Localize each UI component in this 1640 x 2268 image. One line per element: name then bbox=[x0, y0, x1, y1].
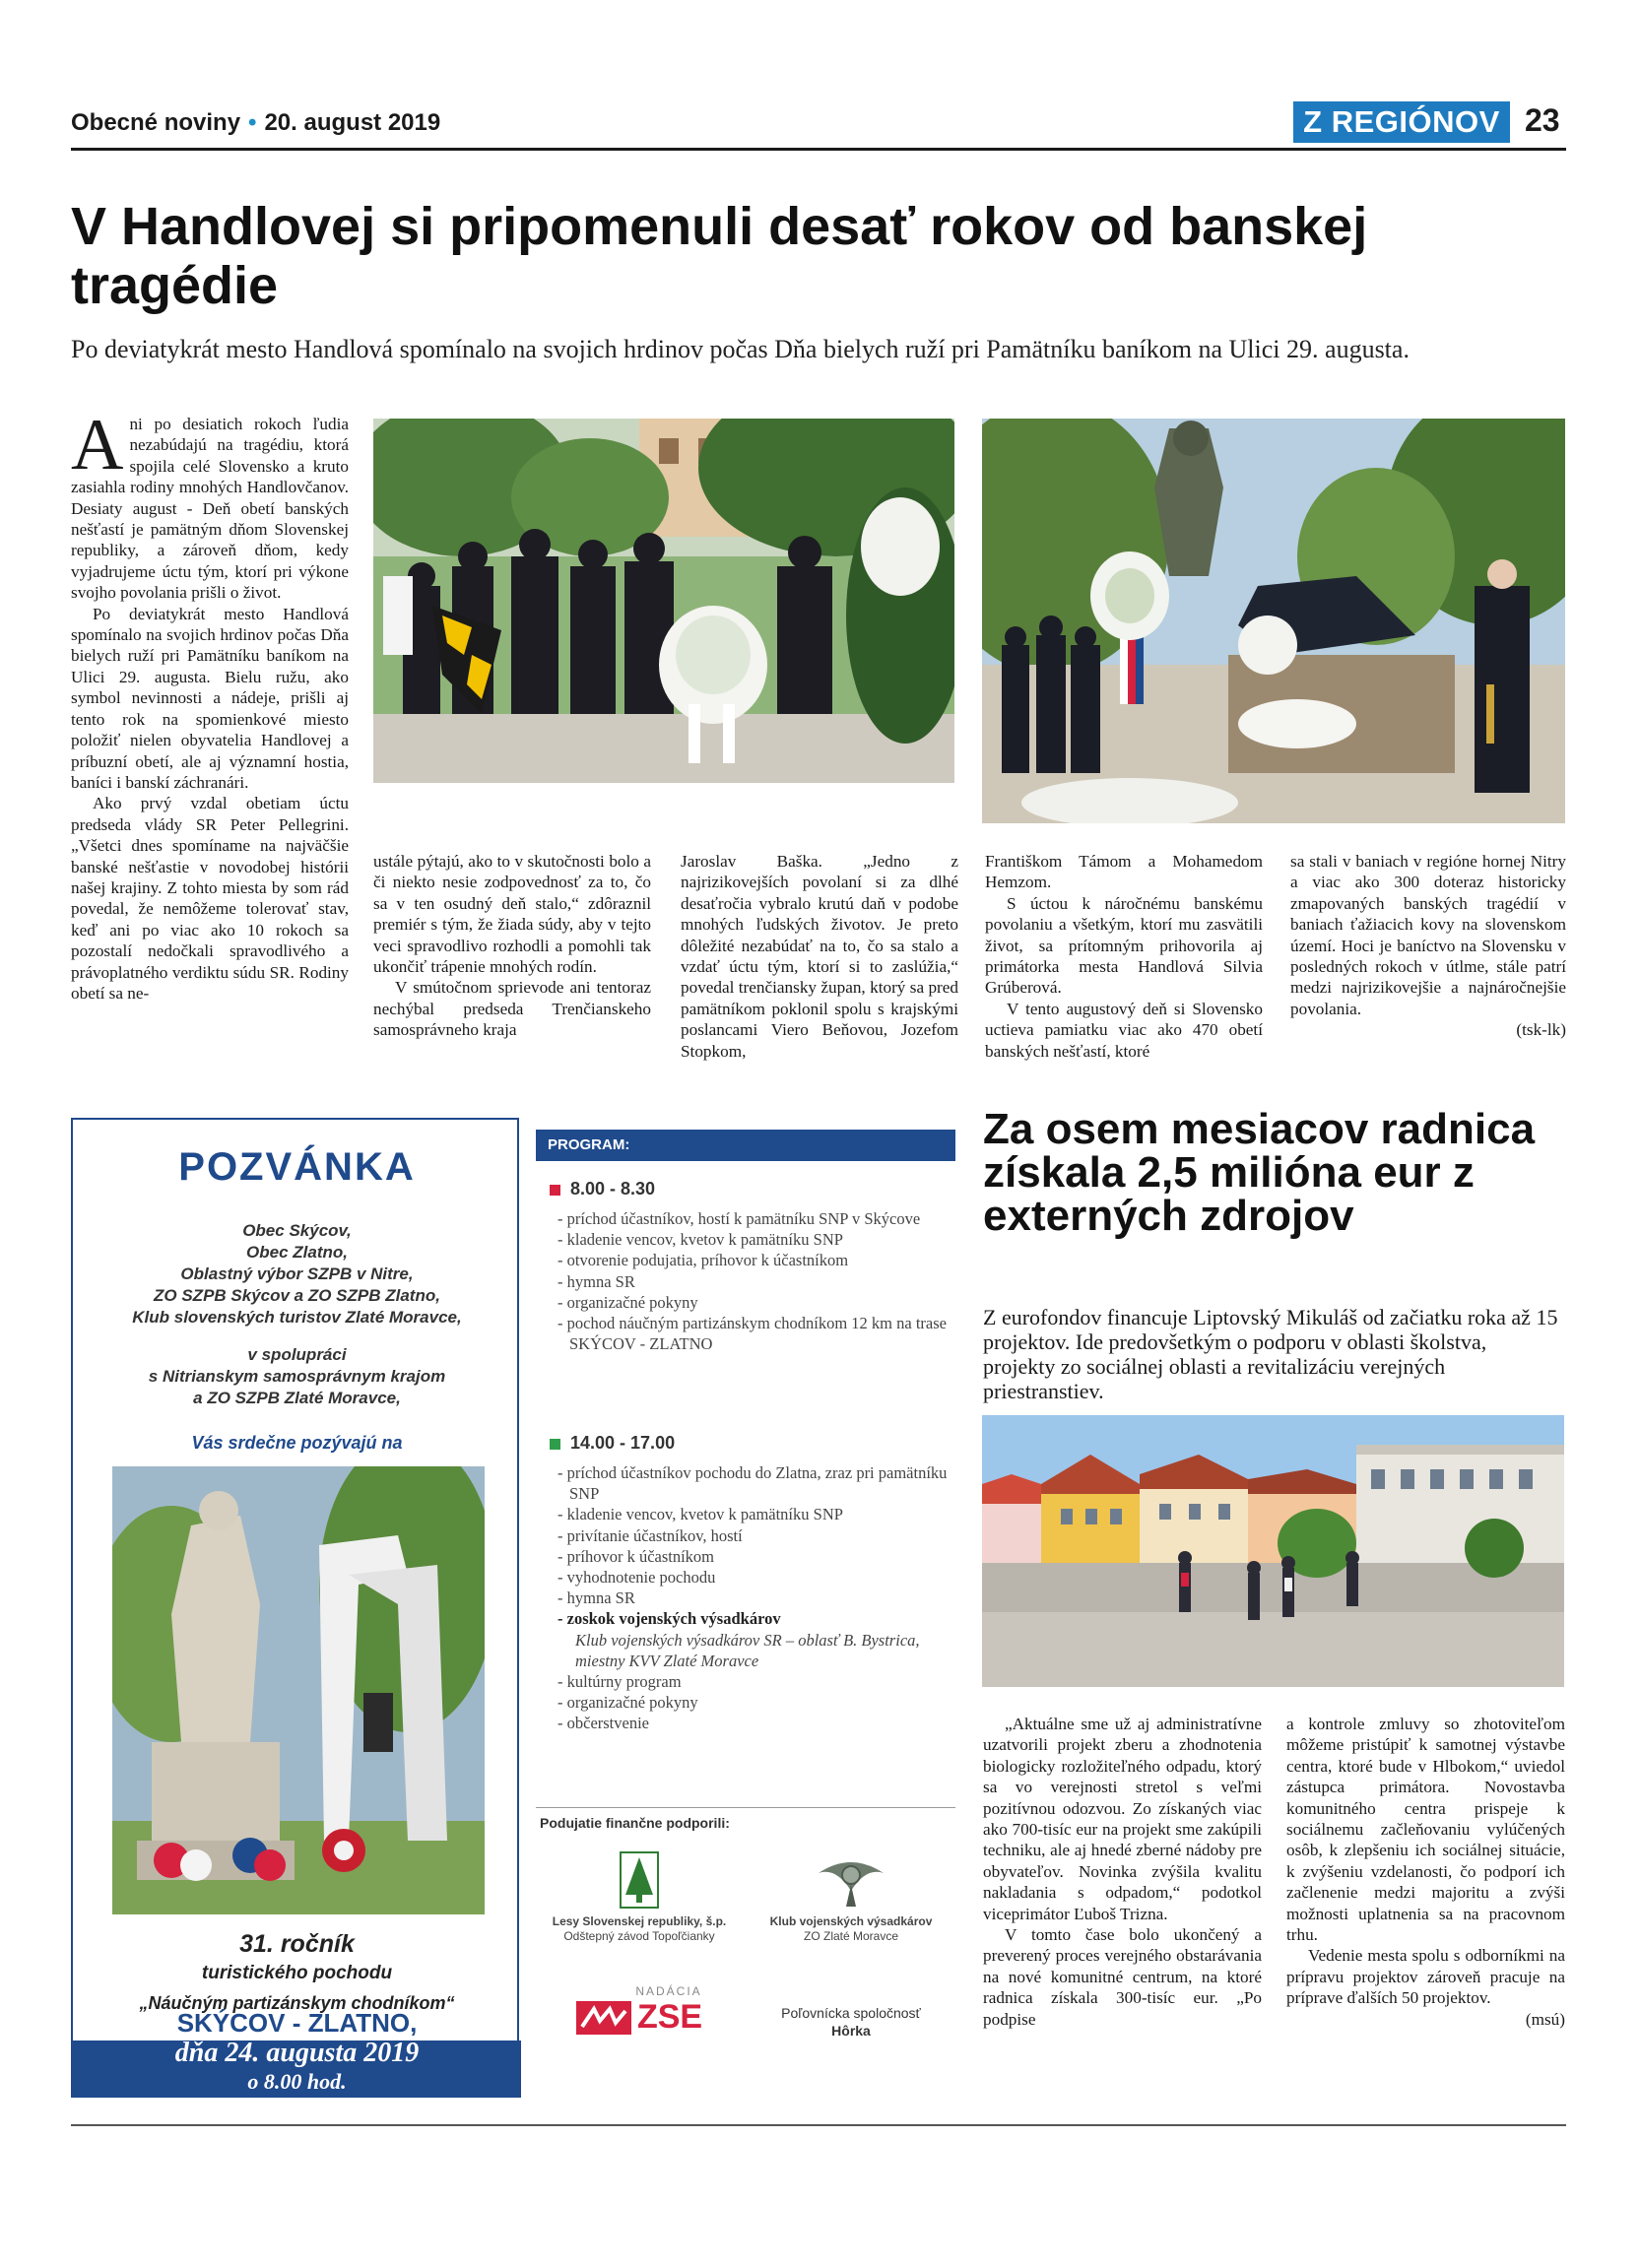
program-item: - kladenie vencov, kvetov k pamätníku SNP bbox=[558, 1230, 843, 1250]
memorial-photo bbox=[982, 419, 1565, 823]
program-item: - hymna SR bbox=[558, 1271, 635, 1291]
publication-name: Obecné noviny bbox=[71, 109, 241, 136]
program-item: - organizačné pokyny bbox=[558, 1292, 698, 1312]
time-line: o 8.00 hod. bbox=[247, 2069, 347, 2094]
date-line: dňa 24. augusta 2019 bbox=[174, 2038, 420, 2068]
page-number: 23 bbox=[1525, 102, 1560, 138]
program-item: - zoskok vojenských výsadkárov bbox=[558, 1609, 781, 1629]
ad-right-panel bbox=[536, 1118, 955, 2098]
edition-line: turistického pochodu bbox=[201, 1963, 393, 1983]
article2-lead: Z eurofondov financuje Liptovský Mikuláš od začiatku roka až 15 projektov. Ide predovšetkým o podporu v oblasti školstva, projekty zo sociálnej oblasti a revitalizáciu verejných priestranstiev. bbox=[983, 1305, 1558, 1403]
article1-column-3 bbox=[681, 851, 958, 1062]
sponsor-small-text: NADÁCIA bbox=[635, 1984, 702, 1998]
article1-paragraph: sa stali v baniach v regióne hornej Nitry a viac ako 300 doteraz historicky zmapovaných banských tragédií v baniach ťažiacich kovy na slovenskom území. Hoci je baníctvo na Slovensku v posledných rokoch v útlme, stále patrí medzi najrizikovejšie a najnáročnejšie povolania. bbox=[1290, 852, 1566, 1018]
monuments-photo bbox=[112, 1466, 485, 1914]
page-header-left bbox=[71, 109, 440, 137]
program-item: - pochod náučným partizánskym chodníkom 12 km na trase SKÝCOV - ZLATNO bbox=[558, 1314, 947, 1354]
organizer-line: Obec Zlatno, bbox=[246, 1243, 348, 1262]
sponsor-line: Hôrka bbox=[831, 2023, 871, 2039]
cooperation-line: a ZO SZPB Zlaté Moravce, bbox=[193, 1389, 401, 1407]
sponsor-kvv bbox=[757, 1851, 945, 1944]
program-subitem: Klub vojenských výsadkárov SR – oblasť B. Bystrica, miestny KVV Zlaté Moravce bbox=[575, 1630, 920, 1670]
organizer-line: Klub slovenských turistov Zlaté Moravce, bbox=[132, 1308, 462, 1327]
article1-paragraph: Po deviatykrát mesto Handlová spomínalo na svojich hrdinov počas Dňa bielych ruží pri Pamätníku baníkom na Ulici 29. augusta. Bielu ružu, ako symbol nevinnosti a nádeje, prišli aj tento rok na spomienkové miesto položiť nielen obyvatelia Handlovej a príbuzní obetí, ale aj významní hostia, baníci i banskí záchranári. bbox=[71, 604, 349, 792]
slot-time: 8.00 - 8.30 bbox=[570, 1179, 656, 1199]
paragraph-text: ni po desiatich rokoch ľudia nezabúdajú na tragédiu, ktorá spojila celé Slovensko a kruto zasiahla rodiny mnohých Handlovčanov. Desiaty august - Deň obetí banských nešťastí je pamätným dňom Slovenskej republiky, a zároveň dňom, kedy vyjadrujeme úctu tým, ktorí pri výkone svojho povolania prišli o život. bbox=[71, 415, 349, 603]
article1-paragraph: S úctou k náročnému banskému povolaniu a všetkým, ktorí mu zasvätili život, sa prítomným prihovorila aj primátorka mesta Handlová Silvia Grúberová. bbox=[985, 893, 1263, 998]
article1-headline: V Handlovej si pripomenuli desať rokov od banskej tragédie bbox=[71, 197, 1368, 315]
article1-column-2 bbox=[373, 851, 651, 1041]
program-item: - hymna SR bbox=[558, 1588, 635, 1608]
program-header: PROGRAM: bbox=[536, 1130, 955, 1161]
ad-route: SKÝCOV - ZLATNO, bbox=[176, 2008, 418, 2038]
paratrooper-badge-icon bbox=[817, 1851, 886, 1909]
article1-signature: (tsk-lk) bbox=[1516, 1020, 1566, 1040]
ad-date bbox=[73, 2038, 521, 2095]
article1-paragraph: Ako prvý vzdal obetiam úctu predseda vlády SR Peter Pellegrini. „Všetci dnes spomíname na najväčšie banské nešťastie v novodobej histórii našej krajiny. Z tohto miesta by som rád povedal, že nemôžeme tolerovať stav, keď ani po viac ako 10 rokoch sa pozostalí nedočkali spravodlivého a právoplatného verdiktu súdu SR. Rodiny obetí sa ne- bbox=[71, 794, 349, 1003]
program-item: - príchod účastníkov, hostí k pamätníku SNP v Skýcove bbox=[558, 1209, 921, 1228]
program-item: - kultúrny program bbox=[558, 1672, 682, 1692]
program-item: - príhovor k účastníkom bbox=[558, 1546, 715, 1566]
sponsor-lesy-sr bbox=[546, 1851, 733, 1944]
article1-paragraph bbox=[71, 414, 349, 604]
article2-paragraph: a kontrole zmluvy so zhotoviteľom môžeme pristúpiť k samotnej výstavbe centra, ktoré bude v Hlbokom,“ uviedol zástupca primátora. Novostavba komunitného centra prispeje k sociálnemu začleňovaniu vylúčených osôb, k zlepšeniu ich sociálnej situácie, k zvýšeniu vzdelanosti, čo podporí ich začlenenie medzi majoritu a zvýši možnosti uplatnenia sa na pracovnom trhu. bbox=[1286, 1715, 1565, 1945]
sponsor-line: Lesy Slovenskej republiky, š.p. bbox=[552, 1914, 727, 1928]
program-item: - občerstvenie bbox=[558, 1714, 649, 1733]
sponsor-line: Poľovnícka spoločnosť bbox=[781, 2005, 921, 2021]
sponsor-line: Klub vojenských výsadkárov bbox=[769, 1914, 933, 1928]
program-slot-2 bbox=[550, 1433, 675, 1454]
green-square-icon bbox=[550, 1439, 560, 1450]
ceremony-photo bbox=[373, 419, 954, 783]
article1-paragraph: Františkom Támom a Mohamedom Hemzom. bbox=[985, 852, 1263, 892]
organizer-line: Obec Skýcov, bbox=[242, 1221, 352, 1240]
ad-title: POZVÁNKA bbox=[178, 1145, 416, 1189]
article2-column-1 bbox=[983, 1714, 1262, 2030]
article2-signature: (msú) bbox=[1525, 2009, 1565, 2029]
ad-organizers bbox=[93, 1220, 501, 1328]
article1-column-5 bbox=[1290, 851, 1566, 1041]
ad-edition bbox=[83, 1929, 511, 2018]
edition-line: 31. ročník bbox=[239, 1930, 355, 1958]
article2-headline: Za osem mesiacov radnica získala 2,5 milióna eur z externých zdrojov bbox=[983, 1105, 1536, 1240]
article2-paragraph: V tomto čase bolo ukončený a preverený proces verejného obstarávania na nové komunitné centrum, na ktoré radnica získala 300-tisíc eur. „Po podpise bbox=[983, 1925, 1262, 2029]
red-square-icon bbox=[550, 1185, 560, 1196]
article1-paragraph: ustále pýtajú, ako to v skutočnosti bolo a či niekto nesie zodpovednosť za to, čo sa v ten osudný deň stalo,“ zdôraznil premiér s tým, že žiada súdy, aby v tejto veci spravodlivo rozhodli a pomohli tak ukončiť trápenie mnohých rodín. bbox=[373, 852, 651, 977]
program-item: - privítanie účastníkov, hostí bbox=[558, 1525, 743, 1545]
article1-column-1 bbox=[71, 414, 349, 1064]
program-item: - organizačné pokyny bbox=[558, 1693, 698, 1713]
drop-cap: A bbox=[71, 414, 124, 486]
article2-paragraph: „Aktuálne sme už aj administratívne uzatvorili projekt zberu a zhodnotenia biologicky rozložiteľného odpadu, ktorý sa vo verejnosti stretol s veľmi pozitívnou odozvou. Zo získaných viac ako 700-tisíc eur na projekt sme zakúpili techniku, ale aj hnedé zberné nádoby pre obyvateľov. Novinka zvýšila kvalitu nakladania s odpadom,“ podotkol viceprimátor Ľuboš Trizna. bbox=[983, 1715, 1262, 1923]
issue-date: 20. august 2019 bbox=[264, 109, 441, 136]
ad-left-panel bbox=[71, 1118, 519, 2098]
article2-paragraph: Vedenie mesta spolu s odborníkmi na prípravu projektov zároveň pracuje na príprave ďalších 50 projektov. bbox=[1286, 1946, 1565, 2008]
header-rule bbox=[71, 148, 1566, 151]
organizer-line: ZO SZPB Skýcov a ZO SZPB Zlatno, bbox=[154, 1286, 440, 1305]
invitation-ad bbox=[71, 1118, 955, 2098]
article1-paragraph: Jaroslav Baška. „Jedno z najrizikovejších povolaní si za dlhé desaťročia vybralo krutú daň v podobe mnohých ľudských životov. Je preto dôležité nezabúdať na to, čo sa stalo a vzdať úctu tým, ktorí si to zaslúžia,“ povedal trenčiansky župan, ktorý sa pred pamätníkom poklonil spolu s krajskými poslancami Viero Beňovou, Jozefom Stopkom, bbox=[681, 852, 958, 1061]
article2-column-2 bbox=[1286, 1714, 1565, 2030]
program-list-2 bbox=[558, 1462, 951, 1734]
cooperation-line: v spolupráci bbox=[247, 1345, 347, 1364]
program-item: - vyhodnotenie pochodu bbox=[558, 1568, 716, 1588]
sponsor-line: Odštepný závod Topoľčianky bbox=[563, 1929, 715, 1943]
program-list-1 bbox=[558, 1208, 951, 1354]
section-label: Z REGIÓNOV bbox=[1293, 101, 1510, 143]
ad-divider bbox=[536, 1807, 955, 1808]
sponsor-nadacia-zse bbox=[546, 1984, 733, 2037]
article1-column-4 bbox=[985, 851, 1263, 1062]
program-item: - otvorenie podujatia, príhovor k účastníkom bbox=[558, 1251, 849, 1270]
ad-invite-line: Vás srdečne pozývajú na bbox=[191, 1433, 403, 1453]
article1-paragraph: V tento augustový deň si Slovensko uctieva pamiatku viac ako 470 obetí banských nešťastí, ktoré bbox=[985, 999, 1263, 1061]
footer-rule bbox=[71, 2124, 1566, 2126]
sponsor-polovnicka bbox=[757, 2004, 945, 2040]
article1-lead: Po deviatykrát mesto Handlová spomínalo na svojich hrdinov počas Dňa bielych ruží pri Pamätníku baníkom na Ulici 29. augusta. bbox=[71, 335, 1410, 363]
edition-line: „Náučným partizánskym chodníkom“ bbox=[139, 1993, 455, 2013]
program-slot-1 bbox=[550, 1179, 655, 1199]
program-item: - kladenie vencov, kvetov k pamätníku SNP bbox=[558, 1505, 843, 1524]
organizer-line: Oblastný výbor SZPB v Nitre, bbox=[180, 1264, 414, 1283]
separator-dot: • bbox=[248, 109, 257, 136]
support-label: Podujatie finančne podporili: bbox=[540, 1815, 730, 1831]
article1-paragraph: V smútočnom sprievode ani tentoraz nechýbal predseda Trenčianskeho samosprávneho kraja bbox=[373, 978, 651, 1040]
sponsor-line: ZO Zlaté Moravce bbox=[803, 1929, 899, 1943]
tree-logo-icon bbox=[620, 1851, 659, 1909]
sponsor-name: ZSE bbox=[636, 1998, 703, 2036]
town-square-photo bbox=[982, 1415, 1564, 1687]
program-item: - príchod účastníkov pochodu do Zlatna, zraz pri pamätníku SNP bbox=[558, 1463, 948, 1504]
slot-time: 14.00 - 17.00 bbox=[570, 1433, 676, 1453]
zse-logo-icon bbox=[576, 2001, 631, 2035]
ad-cooperation bbox=[93, 1344, 501, 1409]
cooperation-line: s Nitrianskym samosprávnym krajom bbox=[148, 1367, 446, 1386]
